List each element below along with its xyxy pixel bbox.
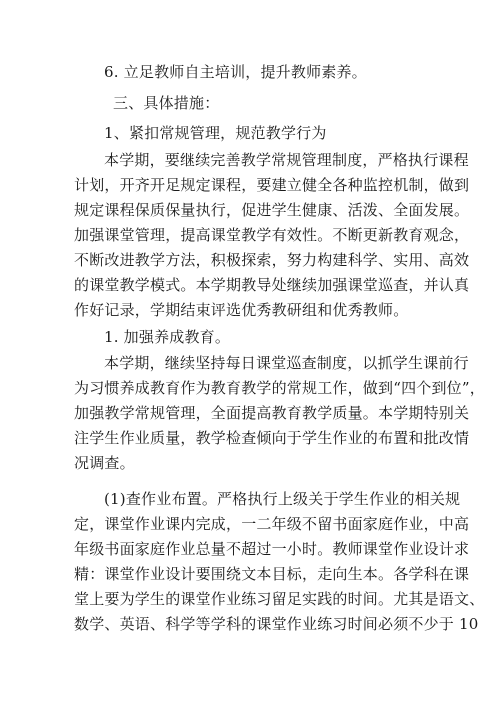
text-line: 注学生作业质量，教学检查倾向于学生作业的布置和批改情 xyxy=(74,429,470,447)
text-line: 本学期，要继续完善教学常规管理制度，严格执行课程 xyxy=(104,151,469,169)
text-line: 不断改进教学方法，积极探索，努力构建科学、实用、高效 xyxy=(74,251,470,269)
text-line: 为习惯养成教育作为教育教学的常规工作，做到“四个到位”， xyxy=(74,379,485,397)
text-line: 6. 立足教师自主培训，提升教师素养。 xyxy=(104,63,367,81)
text-line: 的课堂教学模式。本学期教导处继续加强课堂巡查，并认真 xyxy=(74,276,470,294)
text-line: 况调查。 xyxy=(74,454,135,472)
text-line: 计划，开齐开足规定课程，要建立健全各种监控机制，做到 xyxy=(74,176,470,194)
text-line: 数学、英语、科学等学科的课堂作业练习时间必须不少于 10 xyxy=(74,615,479,633)
text-line: 本学期，继续坚持每日课堂巡查制度，以抓学生课前行 xyxy=(104,354,469,372)
text-line: 规定课程保质保量执行，促进学生健康、活泼、全面发展。 xyxy=(74,201,470,219)
text-line: 加强教学常规管理，全面提高教育教学质量。本学期特别关 xyxy=(74,404,470,422)
text-line: (1)查作业布置。严格执行上级关于学生作业的相关规 xyxy=(104,490,461,508)
text-line: 作好记录，学期结束评选优秀教研组和优秀教师。 xyxy=(74,301,409,319)
text-line: 精：课堂作业设计要围绕文本目标，走向生本。各学科在课 xyxy=(74,565,470,583)
text-line: 定，课堂作业课内完成，一二年级不留书面家庭作业，中高 xyxy=(74,515,470,533)
section-heading: 三、具体措施： xyxy=(113,94,220,112)
text-line: 加强课堂管理，提高课堂教学有效性。不断更新教育观念， xyxy=(74,226,470,244)
subsection-heading: 1、紧扣常规管理，规范教学行为 xyxy=(104,124,327,142)
text-line: 堂上要为学生的课堂作业练习留足实践的时间。尤其是语文、 xyxy=(74,590,485,608)
subsection-heading: 1. 加强养成教育。 xyxy=(104,328,231,346)
text-line: 年级书面家庭作业总量不超过一小时。教师课堂作业设计求 xyxy=(74,540,470,558)
